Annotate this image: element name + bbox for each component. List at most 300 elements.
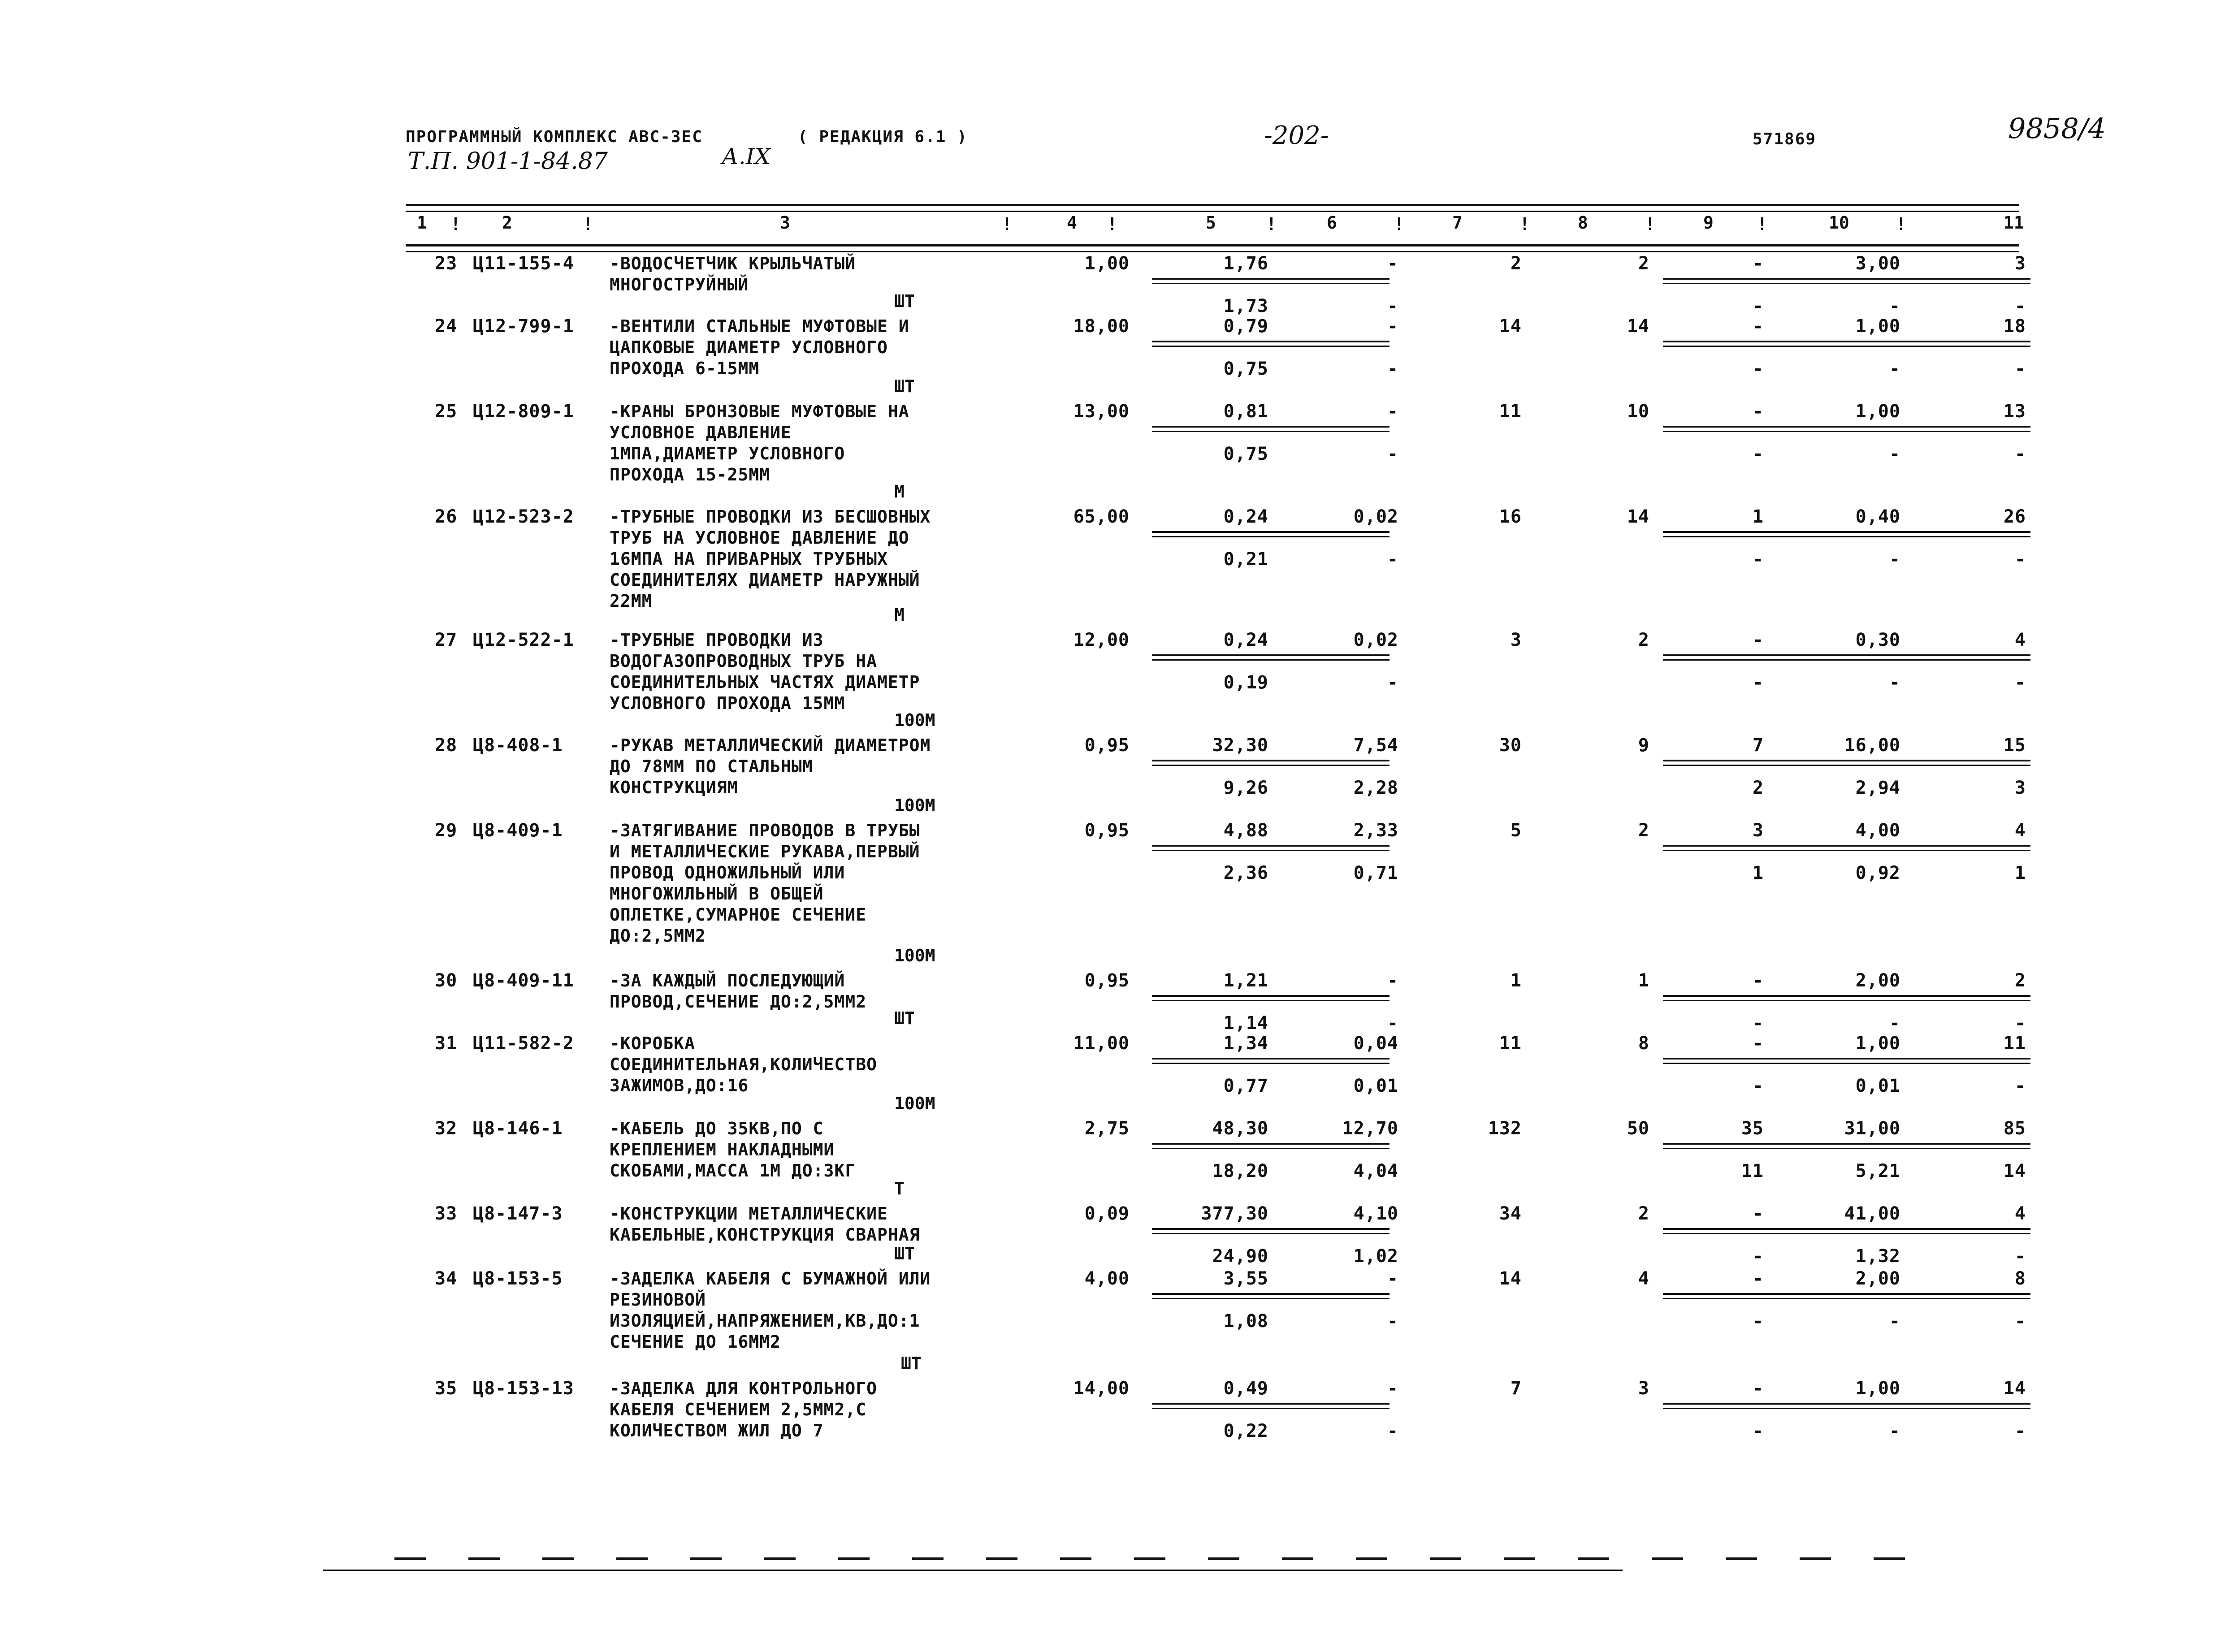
value-c5: 3,55 <box>1223 1268 1268 1289</box>
value-underline <box>1663 1063 2030 1064</box>
value-c9b: - <box>1752 1013 1764 1034</box>
work-description-line: -РУКАВ МЕТАЛЛИЧЕСКИЙ ДИАМЕТРОМ <box>610 735 931 755</box>
value-c4: 0,95 <box>1084 735 1130 756</box>
value-c9: - <box>1752 401 1764 422</box>
value-c9b: - <box>1752 359 1764 379</box>
value-c9: - <box>1752 253 1764 274</box>
unit-of-measure: ШТ <box>894 1008 915 1028</box>
value-c11b: - <box>2014 1421 2026 1441</box>
value-c11: 13 <box>2003 401 2026 422</box>
value-c6b: - <box>1387 359 1398 379</box>
value-c5b: 1,73 <box>1223 296 1268 316</box>
dash-segment <box>616 1557 648 1560</box>
value-c5: 0,49 <box>1223 1378 1268 1399</box>
value-c10b: 2,94 <box>1855 778 1900 798</box>
value-underline <box>1152 346 1390 347</box>
value-c9: 35 <box>1741 1118 1764 1139</box>
value-c10: 1,00 <box>1855 1378 1900 1399</box>
value-c9: 1 <box>1752 506 1764 527</box>
work-description-line: -ЗА КАЖДЫЙ ПОСЛЕДУЮЩИЙ <box>610 971 845 990</box>
value-c9b: 11 <box>1741 1161 1764 1181</box>
value-c11: 15 <box>2003 735 2026 756</box>
value-c10: 16,00 <box>1844 735 1900 756</box>
edition-label: ( РЕДАКЦИЯ 6.1 ) <box>798 128 968 146</box>
value-underline <box>1663 1233 2030 1234</box>
value-c10: 31,00 <box>1844 1118 1900 1139</box>
value-c5b: 24,90 <box>1212 1246 1268 1267</box>
value-c9: - <box>1752 1033 1764 1054</box>
dash-segment <box>986 1557 1017 1560</box>
value-c11b: - <box>2014 1246 2026 1267</box>
value-underline <box>1663 431 2030 432</box>
dash-segment <box>1874 1557 1905 1560</box>
work-description-line: 16МПА НА ПРИВАРНЫХ ТРУБНЫХ <box>610 549 888 569</box>
work-description-line: ПРОХОДА 6-15ММ <box>610 359 760 378</box>
value-c4: 12,00 <box>1073 630 1130 650</box>
value-c8: 2 <box>1638 1203 1649 1224</box>
work-description-line: КАБЕЛЬНЫЕ,КОНСТРУКЦИЯ СВАРНАЯ <box>610 1225 920 1245</box>
value-c11b: 3 <box>2014 778 2026 798</box>
dash-segment <box>690 1557 722 1560</box>
value-c5b: 9,26 <box>1223 778 1268 798</box>
value-underline <box>1663 341 2030 342</box>
work-description-line: ИЗОЛЯЦИЕЙ,НАПРЯЖЕНИЕМ,КВ,ДО:1 <box>610 1311 920 1331</box>
value-underline <box>1663 1000 2030 1001</box>
value-c11: 14 <box>2003 1378 2026 1399</box>
work-description-line: МНОГОЖИЛЬНЫЙ В ОБЩЕЙ <box>610 884 824 904</box>
value-c6b: - <box>1387 1013 1398 1034</box>
value-c11b: - <box>2014 1311 2026 1332</box>
value-underline <box>1663 278 2030 280</box>
value-c10: 1,00 <box>1855 316 1900 337</box>
value-underline <box>1663 850 2030 851</box>
value-c9: - <box>1752 316 1764 337</box>
value-c10b: - <box>1889 549 1900 570</box>
value-underline <box>1663 760 2030 761</box>
resource-code: Ц11-155-4 <box>473 253 574 274</box>
work-description-line: УСЛОВНОЕ ДАВЛЕНИЕ <box>610 423 792 442</box>
column-number: 9 <box>1703 213 1714 233</box>
value-c11b: 14 <box>2003 1161 2026 1181</box>
value-c8: 9 <box>1638 735 1649 756</box>
value-underline <box>1152 1233 1390 1234</box>
value-c7: 132 <box>1488 1118 1522 1139</box>
value-c6b: - <box>1387 296 1398 316</box>
work-description-line: ТРУБ НА УСЛОВНОЕ ДАВЛЕНИЕ ДО <box>610 528 909 548</box>
value-underline <box>1663 1228 2030 1230</box>
value-c7: 14 <box>1499 316 1522 337</box>
value-c7: 11 <box>1499 401 1522 422</box>
value-c4: 4,00 <box>1084 1268 1130 1289</box>
value-c6b: - <box>1387 1421 1398 1441</box>
value-c11b: - <box>2014 1076 2026 1096</box>
work-description-line: 1МПА,ДИАМЕТР УСЛОВНОГО <box>610 444 845 463</box>
work-description-line: -КАБЕЛЬ ДО 35КВ,ПО С <box>610 1119 824 1138</box>
work-description-line: 22ММ <box>610 591 653 611</box>
value-c10b: - <box>1889 1311 1900 1332</box>
value-c10b: 5,21 <box>1855 1161 1900 1181</box>
value-c11b: - <box>2014 296 2026 316</box>
value-c10b: 0,01 <box>1855 1076 1900 1096</box>
value-c6: 0,04 <box>1353 1033 1398 1054</box>
column-separator: ! <box>450 214 461 234</box>
value-c4: 18,00 <box>1073 316 1130 337</box>
resource-code: Ц12-809-1 <box>473 401 574 422</box>
value-c11: 11 <box>2003 1033 2026 1054</box>
work-description-line: -КРАНЫ БРОНЗОВЫЕ МУФТОВЫЕ НА <box>610 402 909 421</box>
value-c5: 0,79 <box>1223 316 1268 337</box>
value-c10b: - <box>1889 444 1900 464</box>
value-c10: 41,00 <box>1844 1203 1900 1224</box>
row-number: 35 <box>435 1378 458 1399</box>
work-description-line: ДО:2,5ММ2 <box>610 926 706 946</box>
resource-code: Ц12-799-1 <box>473 316 574 337</box>
value-c8: 3 <box>1638 1378 1649 1399</box>
column-number: 2 <box>502 213 512 233</box>
value-c5: 0,81 <box>1223 401 1268 422</box>
value-c11b: - <box>2014 444 2026 464</box>
value-c8: 10 <box>1627 401 1649 422</box>
value-c9: - <box>1752 970 1764 991</box>
value-c7: 34 <box>1499 1203 1522 1224</box>
value-c5b: 18,20 <box>1212 1161 1268 1181</box>
row-number: 29 <box>435 820 458 841</box>
unit-of-measure: Т <box>894 1179 905 1198</box>
value-c9: - <box>1752 630 1764 650</box>
value-c8: 14 <box>1627 506 1649 527</box>
dash-segment <box>1060 1557 1091 1560</box>
value-c5: 4,88 <box>1223 820 1268 841</box>
value-c8: 1 <box>1638 970 1649 991</box>
work-description-line: ПРОВОД ОДНОЖИЛЬНЫЙ ИЛИ <box>610 863 845 882</box>
column-separator: ! <box>1002 214 1012 234</box>
value-underline <box>1663 1293 2030 1295</box>
work-description-line: ДО 78ММ ПО СТАЛЬНЫМ <box>610 757 813 776</box>
value-underline <box>1663 346 2030 347</box>
value-underline <box>1152 1148 1390 1149</box>
value-underline <box>1663 995 2030 997</box>
value-c9b: - <box>1752 1246 1764 1267</box>
row-number: 34 <box>435 1268 458 1289</box>
value-underline <box>1152 531 1390 533</box>
value-c7: 7 <box>1510 1378 1522 1399</box>
value-c9b: - <box>1752 296 1764 316</box>
work-description-line: -ЗАТЯГИВАНИЕ ПРОВОДОВ В ТРУБЫ <box>610 821 920 840</box>
dash-segment <box>1134 1557 1165 1560</box>
work-description-line: КАБЕЛЯ СЕЧЕНИЕМ 2,5ММ2,С <box>610 1400 867 1419</box>
value-c5: 32,30 <box>1212 735 1268 756</box>
column-number: 11 <box>2004 213 2024 233</box>
value-c11b: - <box>2014 1013 2026 1034</box>
value-c11b: - <box>2014 672 2026 693</box>
value-c6b: - <box>1387 672 1398 693</box>
work-description-line: -ВОДОСЧЕТЧИК КРЫЛЬЧАТЫЙ <box>610 254 856 273</box>
album-number: А.IX <box>722 143 771 169</box>
value-c6: - <box>1387 401 1398 422</box>
unit-of-measure: 100М <box>894 1094 935 1113</box>
dash-segment <box>764 1557 796 1560</box>
value-underline <box>1152 536 1390 537</box>
work-description-line: -ТРУБНЫЕ ПРОВОДКИ ИЗ БЕСШОВНЫХ <box>610 507 931 527</box>
column-separator: ! <box>1645 214 1655 234</box>
value-c11: 4 <box>2014 820 2026 841</box>
value-c6b: 2,28 <box>1353 778 1398 798</box>
value-c8: 2 <box>1638 253 1649 274</box>
value-c6: - <box>1387 1378 1398 1399</box>
row-number: 28 <box>435 735 458 756</box>
value-c9: - <box>1752 1268 1764 1289</box>
resource-code: Ц11-582-2 <box>473 1033 574 1054</box>
dash-segment <box>1652 1557 1683 1560</box>
value-c10b: - <box>1889 672 1900 693</box>
resource-code: Ц8-408-1 <box>473 735 563 756</box>
value-underline <box>1152 283 1390 284</box>
value-c7: 16 <box>1499 506 1522 527</box>
unit-of-measure: ШТ <box>894 1244 915 1263</box>
value-c6b: 0,71 <box>1353 863 1398 883</box>
value-c6: - <box>1387 970 1398 991</box>
column-separator: ! <box>1266 214 1277 234</box>
value-c10b: - <box>1889 1013 1900 1034</box>
row-number: 27 <box>435 630 458 650</box>
value-c9b: - <box>1752 1311 1764 1332</box>
value-c10: 1,00 <box>1855 401 1900 422</box>
value-underline <box>1663 1058 2030 1060</box>
dash-segment <box>1208 1557 1239 1560</box>
dash-segment <box>1578 1557 1609 1560</box>
dash-segment <box>1504 1557 1535 1560</box>
value-c7: 3 <box>1510 630 1522 650</box>
value-c10: 2,00 <box>1855 1268 1900 1289</box>
value-c8: 8 <box>1638 1033 1649 1054</box>
value-c6: 2,33 <box>1353 820 1398 841</box>
column-separator: ! <box>583 214 593 234</box>
value-c8: 14 <box>1627 316 1649 337</box>
value-c5: 48,30 <box>1212 1118 1268 1139</box>
value-underline <box>1152 1293 1390 1295</box>
dash-segment <box>1356 1557 1387 1560</box>
value-c11b: - <box>2014 549 2026 570</box>
column-number: 6 <box>1327 213 1337 233</box>
value-c10: 4,00 <box>1855 820 1900 841</box>
value-c10b: - <box>1889 1421 1900 1441</box>
row-number: 30 <box>435 970 458 991</box>
value-c9b: - <box>1752 1421 1764 1441</box>
value-c5b: 0,75 <box>1223 359 1268 379</box>
row-number: 31 <box>435 1033 458 1054</box>
unit-of-measure: ШТ <box>894 376 915 396</box>
program-title: ПРОГРАММНЫЙ КОМПЛЕКС АВС-ЗЕС <box>406 128 703 146</box>
work-description-line: -ВЕНТИЛИ СТАЛЬНЫЕ МУФТОВЫЕ И <box>610 316 909 336</box>
value-c7: 14 <box>1499 1268 1522 1289</box>
unit-of-measure: 100М <box>894 710 935 730</box>
value-c6b: 4,04 <box>1353 1161 1398 1181</box>
value-c10: 0,40 <box>1855 506 1900 527</box>
value-c7: 5 <box>1510 820 1522 841</box>
value-c11: 8 <box>2014 1268 2026 1289</box>
value-underline <box>1152 654 1390 656</box>
value-underline <box>1663 1408 2030 1409</box>
value-underline <box>1663 765 2030 766</box>
value-c5b: 1,08 <box>1223 1311 1268 1332</box>
value-c10b: 0,92 <box>1855 863 1900 883</box>
value-c6: - <box>1387 253 1398 274</box>
work-description-line: УСЛОВНОГО ПРОХОДА 15ММ <box>610 693 845 713</box>
column-separator: ! <box>1519 214 1530 234</box>
value-underline <box>1152 659 1390 661</box>
work-description-line: -КОНСТРУКЦИИ МЕТАЛЛИЧЕСКИЕ <box>610 1204 888 1224</box>
value-c6b: - <box>1387 1311 1398 1332</box>
value-c5: 1,34 <box>1223 1033 1268 1054</box>
value-c11b: 1 <box>2014 863 2026 883</box>
unit-of-measure: ШТ <box>894 291 915 311</box>
value-underline <box>1152 1403 1390 1405</box>
row-number: 33 <box>435 1203 458 1224</box>
column-separator: ! <box>1896 214 1906 234</box>
value-c6: 12,70 <box>1342 1118 1398 1139</box>
value-underline <box>1152 431 1390 432</box>
value-underline <box>1152 1143 1390 1145</box>
value-c11: 4 <box>2014 1203 2026 1224</box>
value-c4: 0,95 <box>1084 970 1130 991</box>
value-underline <box>1663 1403 2030 1405</box>
resource-code: Ц8-153-5 <box>473 1268 563 1289</box>
work-description-line: РЕЗИНОВОЙ <box>610 1290 706 1310</box>
work-description-line: СОЕДИНИТЕЛЯХ ДИАМЕТР НАРУЖНЫЙ <box>610 570 920 590</box>
work-description-line: КРЕПЛЕНИЕМ НАКЛАДНЫМИ <box>610 1140 835 1159</box>
value-underline <box>1663 654 2030 656</box>
value-c9b: 2 <box>1752 778 1764 798</box>
value-c11: 18 <box>2003 316 2026 337</box>
value-underline <box>1152 1058 1390 1060</box>
column-number: 7 <box>1452 213 1463 233</box>
row-number: 24 <box>435 316 458 337</box>
work-description-line: СЕЧЕНИЕ ДО 16ММ2 <box>610 1332 781 1352</box>
header-rule-bottom <box>406 244 2019 247</box>
value-underline <box>1152 995 1390 997</box>
value-c10b: - <box>1889 296 1900 316</box>
unit-of-measure: М <box>894 605 905 625</box>
value-c6: 0,02 <box>1353 630 1398 650</box>
column-number: 3 <box>780 213 790 233</box>
value-c4: 11,00 <box>1073 1033 1130 1054</box>
value-c5b: 0,22 <box>1223 1421 1268 1441</box>
value-c8: 50 <box>1627 1118 1649 1139</box>
document-code: 571869 <box>1753 130 1817 148</box>
value-c5b: 0,21 <box>1223 549 1268 570</box>
value-c6b: 1,02 <box>1353 1246 1398 1267</box>
value-c6: 4,10 <box>1353 1203 1398 1224</box>
value-c8: 2 <box>1638 630 1649 650</box>
value-c8: 4 <box>1638 1268 1649 1289</box>
row-number: 32 <box>435 1118 458 1139</box>
work-description-line: ОПЛЕТКЕ,СУМАРНОЕ СЕЧЕНИЕ <box>610 905 867 925</box>
value-underline <box>1152 1000 1390 1001</box>
unit-of-measure: 100М <box>894 796 935 815</box>
value-c5b: 1,14 <box>1223 1013 1268 1034</box>
resource-code: Ц8-146-1 <box>473 1118 563 1139</box>
tp-number: Т.П. 901-1-84.87 <box>408 148 608 175</box>
dash-segment <box>542 1557 574 1560</box>
column-separator: ! <box>1394 214 1404 234</box>
work-description-line: КОНСТРУКЦИЯМ <box>610 778 738 797</box>
column-separator: ! <box>1757 214 1767 234</box>
column-number: 8 <box>1578 213 1588 233</box>
work-description-line: МНОГОСТРУЙНЫЙ <box>610 275 749 294</box>
value-c9b: - <box>1752 444 1764 464</box>
resource-code: Ц8-147-3 <box>473 1203 563 1224</box>
value-underline <box>1152 1063 1390 1064</box>
header-rule-top <box>406 204 2019 206</box>
value-c5: 1,76 <box>1223 253 1268 274</box>
value-c6b: 0,01 <box>1353 1076 1398 1096</box>
work-description-line: -ЗАДЕЛКА ДЛЯ КОНТРОЛЬНОГО <box>610 1379 877 1398</box>
dash-segment <box>1800 1557 1831 1560</box>
value-c6: 0,02 <box>1353 506 1398 527</box>
value-c5: 0,24 <box>1223 506 1268 527</box>
value-c7: 2 <box>1510 253 1522 274</box>
value-underline <box>1152 845 1390 847</box>
column-number: 5 <box>1206 213 1216 233</box>
value-underline <box>1663 1298 2030 1299</box>
value-underline <box>1663 845 2030 847</box>
work-description-line: ЗАЖИМОВ,ДО:16 <box>610 1076 749 1095</box>
value-c6: - <box>1387 1268 1398 1289</box>
footer-line <box>323 1570 1623 1571</box>
value-underline <box>1152 850 1390 851</box>
value-c4: 1,00 <box>1084 253 1130 274</box>
value-c11: 26 <box>2003 506 2026 527</box>
work-description-line: КОЛИЧЕСТВОМ ЖИЛ ДО 7 <box>610 1421 824 1440</box>
value-c4: 13,00 <box>1073 401 1130 422</box>
value-c8: 2 <box>1638 820 1649 841</box>
work-description-line: СОЕДИНИТЕЛЬНАЯ,КОЛИЧЕСТВО <box>610 1055 877 1074</box>
value-c10: 2,00 <box>1855 970 1900 991</box>
value-underline <box>1663 1148 2030 1149</box>
value-underline <box>1663 536 2030 537</box>
header-rule-bottom2 <box>406 251 2019 252</box>
value-underline <box>1663 283 2030 284</box>
document-id: 9858/4 <box>2008 112 2106 145</box>
value-underline <box>1152 426 1390 428</box>
column-number: 10 <box>1829 213 1849 233</box>
value-c5b: 0,77 <box>1223 1076 1268 1096</box>
value-c10: 3,00 <box>1855 253 1900 274</box>
value-c11: 3 <box>2014 253 2026 274</box>
value-c11: 85 <box>2003 1118 2026 1139</box>
value-c4: 2,75 <box>1084 1118 1130 1139</box>
resource-code: Ц8-153-13 <box>473 1378 574 1399</box>
value-c9b: - <box>1752 549 1764 570</box>
value-underline <box>1663 531 2030 533</box>
value-c7: 30 <box>1499 735 1522 756</box>
value-c5b: 0,19 <box>1223 672 1268 693</box>
column-number: 4 <box>1067 213 1077 233</box>
value-c11: 4 <box>2014 630 2026 650</box>
work-description-line: ПРОВОД,СЕЧЕНИЕ ДО:2,5ММ2 <box>610 992 867 1012</box>
unit-of-measure: 100М <box>894 946 935 965</box>
value-c5: 0,24 <box>1223 630 1268 650</box>
dash-segment <box>912 1557 944 1560</box>
header-rule-mid <box>406 211 2019 212</box>
value-c5: 1,21 <box>1223 970 1268 991</box>
value-underline <box>1663 659 2030 661</box>
value-c6: 7,54 <box>1353 735 1398 756</box>
value-c7: 11 <box>1499 1033 1522 1054</box>
value-c9: - <box>1752 1378 1764 1399</box>
work-description-line: -ТРУБНЫЕ ПРОВОДКИ ИЗ <box>610 630 824 650</box>
value-c10: 0,30 <box>1855 630 1900 650</box>
